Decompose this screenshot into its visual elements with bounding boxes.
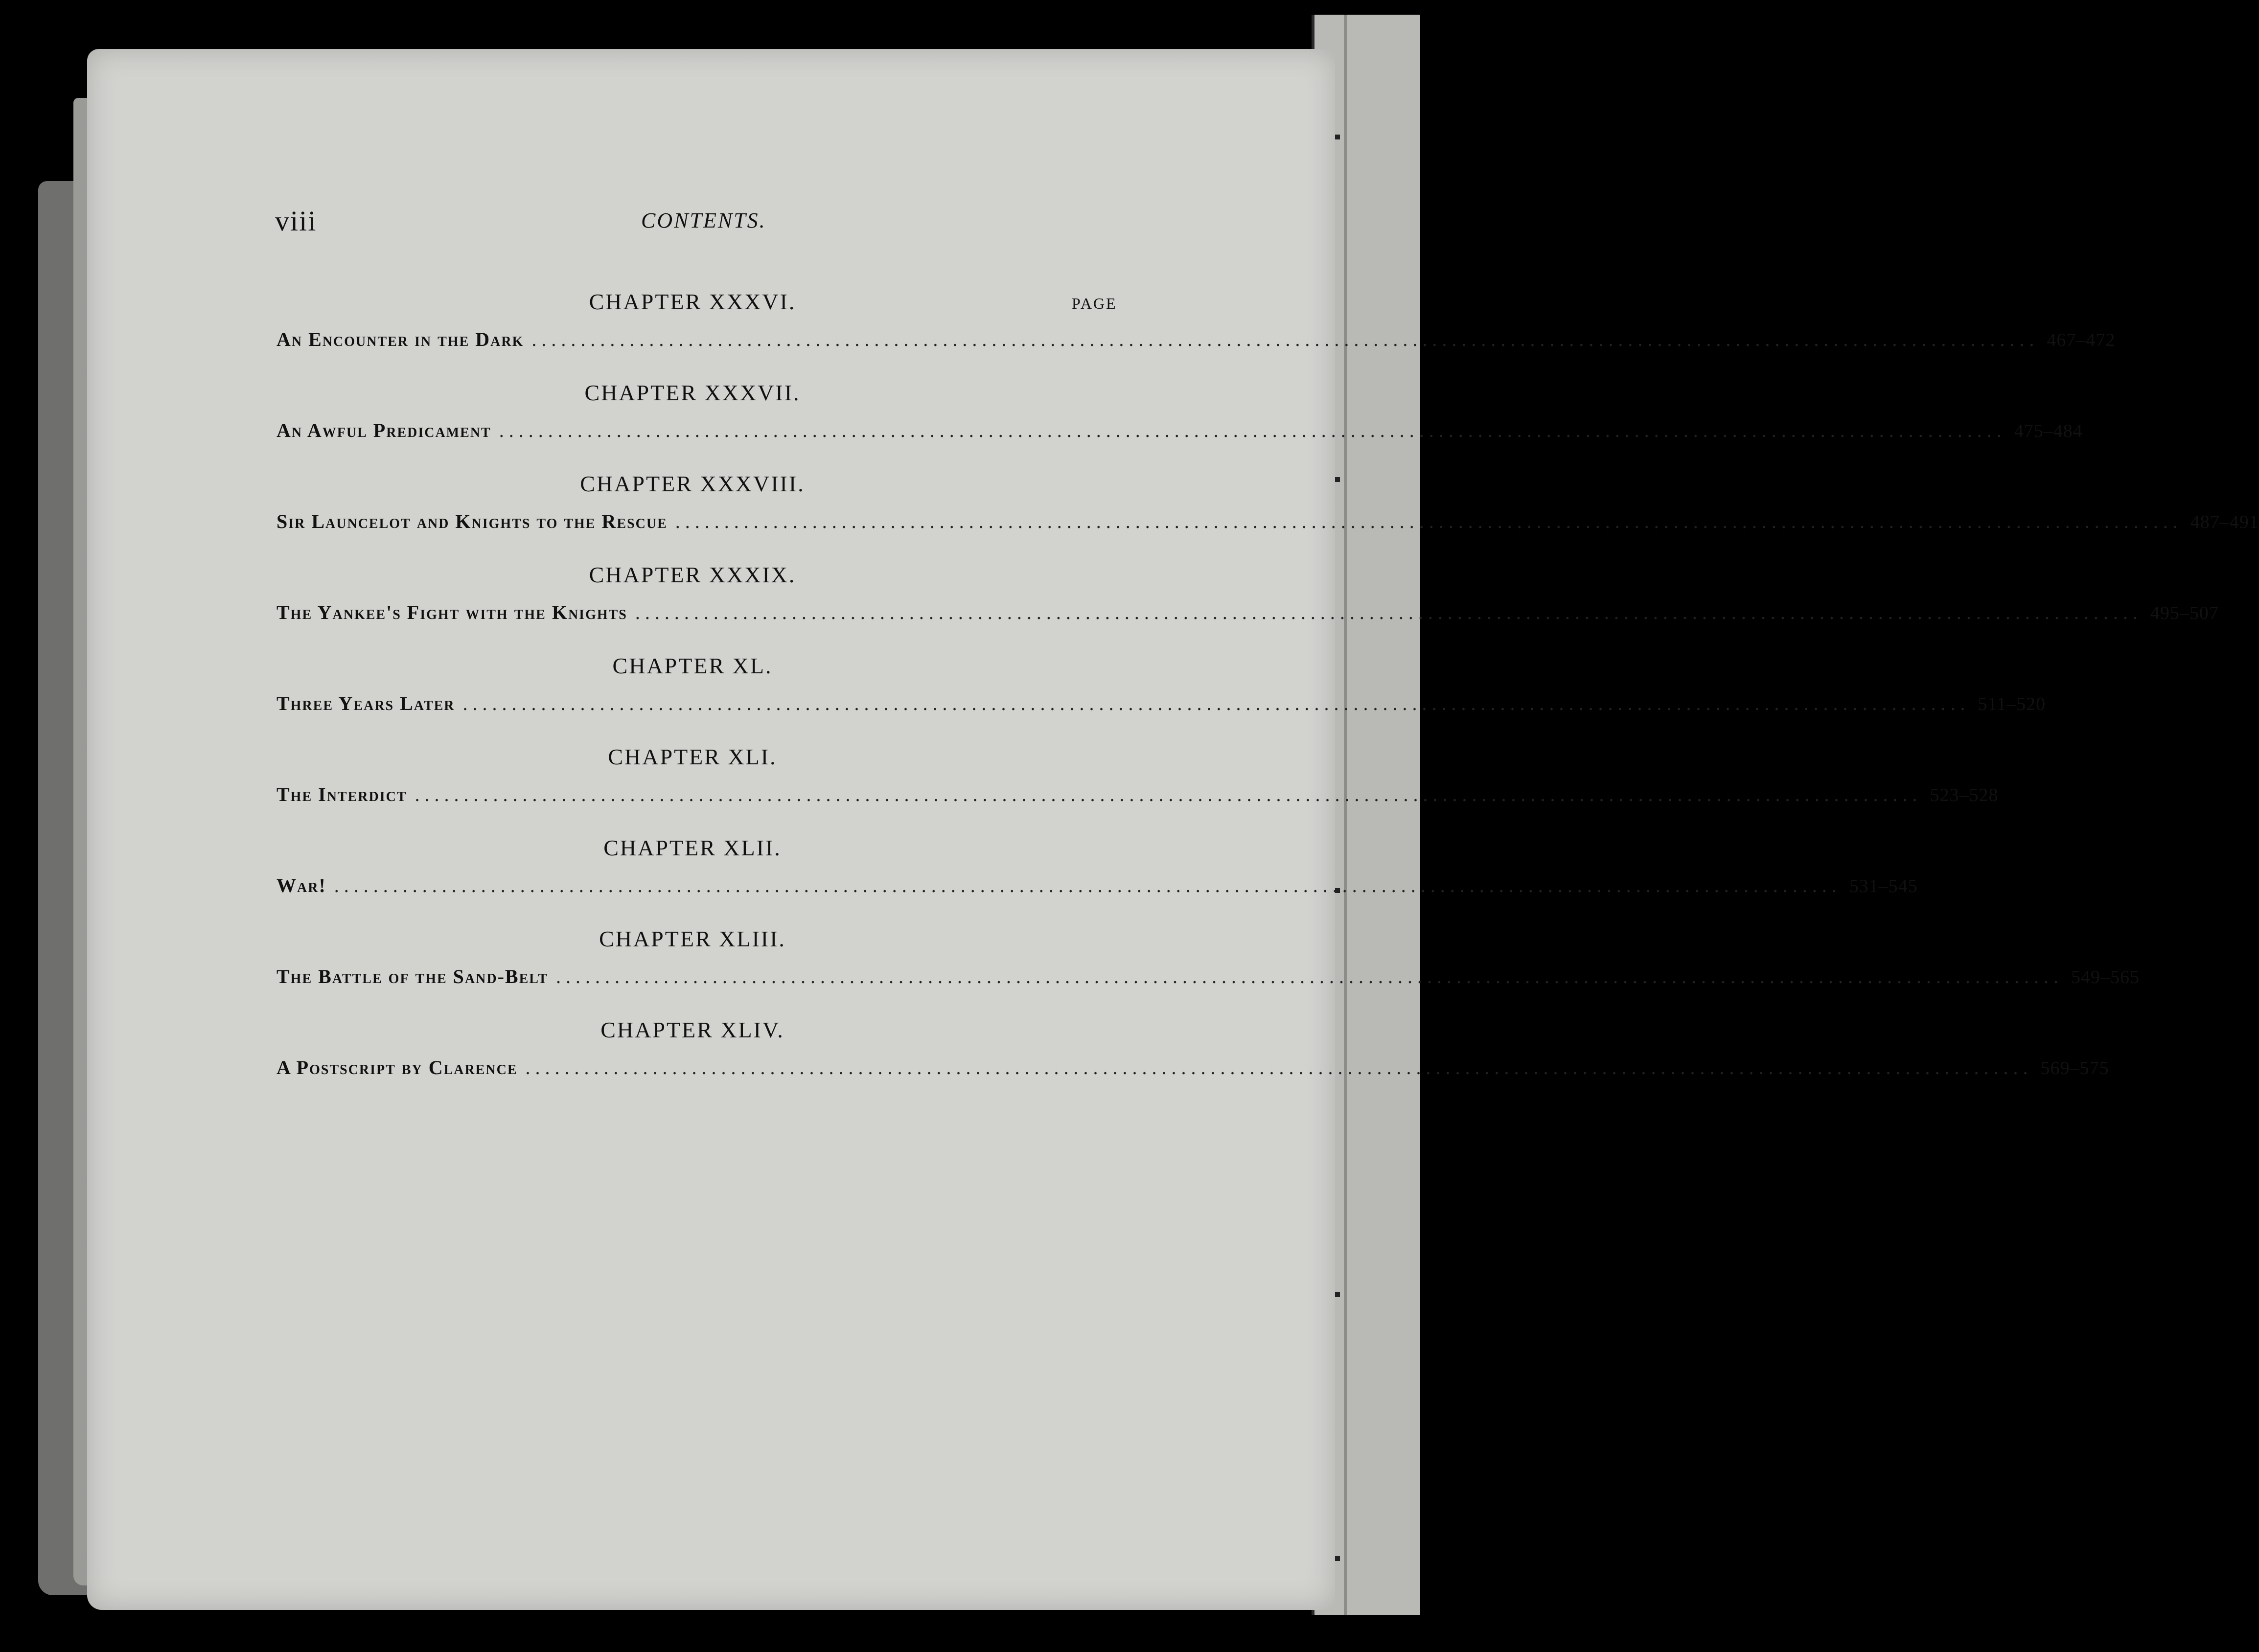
dot-leader: .......................................................................................................................................................... xyxy=(556,965,2064,987)
dot-leader: .......................................................................................................................................................... xyxy=(525,1056,2033,1078)
chapter-title: An Awful Predicament xyxy=(277,419,491,441)
page-range: 487–491 xyxy=(2190,512,2259,532)
chapter-title: An Encounter in the Dark xyxy=(277,328,524,350)
dot-leader: .......................................................................................................................................................... xyxy=(531,328,2039,350)
toc-entry[interactable] xyxy=(277,601,2219,624)
toc-entry[interactable] xyxy=(277,965,2140,988)
chapter-title: Three Years Later xyxy=(277,692,455,714)
toc-entry[interactable] xyxy=(277,510,2259,533)
toc-chapter xyxy=(277,744,1999,835)
chapter-heading: CHAPTER XXXVIII. xyxy=(580,471,805,496)
chapter-heading: CHAPTER XLIII. xyxy=(599,926,786,951)
chapter-heading: CHAPTER XXXIX. xyxy=(589,562,796,587)
page-range: 511–520 xyxy=(1978,694,2046,714)
toc-chapter xyxy=(277,926,2140,1017)
dot-leader: .......................................................................................................................................................... xyxy=(462,692,1970,714)
table-of-contents xyxy=(277,289,2259,1108)
chapter-title: The Interdict xyxy=(277,783,407,805)
chapter-heading: CHAPTER XLIV. xyxy=(600,1017,784,1042)
toc-chapter xyxy=(277,562,2219,653)
chapter-heading: CHAPTER XLI. xyxy=(608,744,777,769)
page-range: 531–545 xyxy=(1849,876,1918,896)
page-range: 475–484 xyxy=(2014,421,2083,441)
chapter-title: The Yankee's Fight with the Knights xyxy=(277,601,627,623)
chapter-title: Sir Launcelot and Knights to the Rescue xyxy=(277,510,668,532)
chapter-title: The Battle of the Sand-Belt xyxy=(277,965,549,987)
toc-entry[interactable] xyxy=(277,783,1999,806)
page-number: viii xyxy=(275,205,317,237)
dot-leader: .......................................................................................................................................................... xyxy=(635,601,2143,623)
page-range: 495–507 xyxy=(2150,603,2219,623)
dot-leader: .......................................................................................................................................................... xyxy=(334,874,1842,896)
page-range: 467–472 xyxy=(2047,330,2116,350)
toc-chapter xyxy=(277,380,2083,471)
toc-chapter xyxy=(277,289,2116,380)
page-range: 549–565 xyxy=(2071,967,2140,987)
dot-leader: .......................................................................................................................................................... xyxy=(499,419,2006,441)
chapter-heading: CHAPTER XXXVI. xyxy=(589,289,796,314)
toc-entry[interactable] xyxy=(277,692,2046,715)
page-column-label: PAGE xyxy=(1072,295,1117,312)
page-range: 569–575 xyxy=(2040,1058,2109,1078)
chapter-title: A Postscript by Clarence xyxy=(277,1056,518,1078)
toc-chapter xyxy=(277,471,2259,562)
toc-chapter xyxy=(277,835,1918,926)
page-title: CONTENTS. xyxy=(641,208,766,232)
toc-chapter xyxy=(277,1017,2109,1108)
chapter-heading: CHAPTER XLII. xyxy=(603,835,782,860)
toc-entry[interactable] xyxy=(277,1056,2109,1079)
chapter-heading: CHAPTER XL. xyxy=(612,653,773,678)
chapter-title: War! xyxy=(277,874,326,896)
dot-leader: .......................................................................................................................................................... xyxy=(415,783,1922,805)
dot-leader: .......................................................................................................................................................... xyxy=(675,510,2183,532)
page-fold xyxy=(1344,15,1347,1615)
toc-entry[interactable] xyxy=(277,328,2116,351)
chapter-heading: CHAPTER XXXVII. xyxy=(584,380,801,405)
toc-entry[interactable] xyxy=(277,874,1918,897)
toc-entry[interactable] xyxy=(277,419,2083,442)
page-range: 523–528 xyxy=(1930,785,1999,805)
toc-chapter xyxy=(277,653,2046,744)
